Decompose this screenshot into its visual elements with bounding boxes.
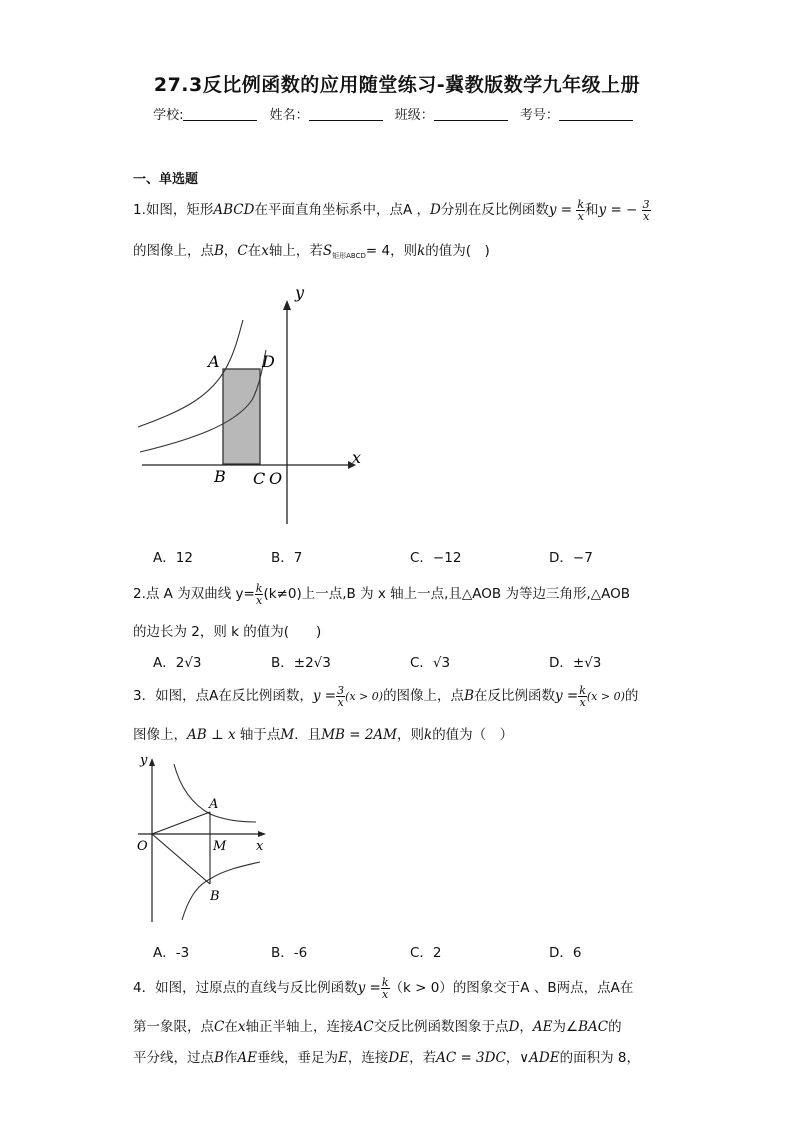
section-heading: 一、单选题 xyxy=(133,172,199,187)
fig3-y-axis-arrow xyxy=(149,758,155,766)
question-2-line-2: 的边长为 2，则 k 的值为( ) xyxy=(133,624,322,640)
exam-number-blank[interactable] xyxy=(559,108,633,121)
q3-option-b[interactable]: B．-6 xyxy=(271,945,308,961)
fig3-curve-lower xyxy=(182,862,260,920)
q2-option-b[interactable]: B．±2√3 xyxy=(271,655,331,671)
fig3-segment-ob xyxy=(152,834,210,884)
fig3-curve-upper xyxy=(174,764,256,822)
q1-option-d[interactable]: D．−7 xyxy=(549,550,593,566)
q1-option-c[interactable]: C．−12 xyxy=(410,550,462,566)
question-2-line-1: 2.点 A 为双曲线 y= $\frac{k}{x}$ (k≠0)上一点,B 为 x 轴上一点,且△AOB 为等边三角形,△AOB xyxy=(133,581,631,607)
fig1-label-o: O xyxy=(269,469,283,488)
q2-option-a[interactable]: A．2√3 xyxy=(153,655,202,671)
fig3-label-a: A xyxy=(209,797,219,812)
fig3-label-y: y xyxy=(140,753,148,768)
q1-option-a[interactable]: A．12 xyxy=(153,550,193,566)
fig1-label-y: y xyxy=(295,283,305,302)
q2-option-d[interactable]: D．±√3 xyxy=(549,655,602,671)
class-blank[interactable] xyxy=(434,108,508,121)
name-blank[interactable] xyxy=(309,108,383,121)
question-1-line-2: 的图像上，点B，C在x轴上，若$S_{矩形ABCD}= 4$，则k的值为( ) xyxy=(133,243,490,260)
class-label: 班级： xyxy=(394,108,434,123)
fig1-label-c: C xyxy=(253,469,266,488)
fig1-label-x: x xyxy=(352,448,362,467)
q3-option-d[interactable]: D．6 xyxy=(549,945,582,961)
question-4-line-2: 第一象限，点C在x轴正半轴上，连接AC交反比例函数图象于点D，AE为∠BAC的 xyxy=(133,1019,622,1035)
school-blank[interactable] xyxy=(183,108,257,121)
question-4-line-1: 4．如图，过原点的直线与反比例函数y = $\frac{k}{x}$ （k > 0）的图象交于A 、B两点，点A在 xyxy=(133,975,634,1001)
question-3-line-2: 图像上，AB ⊥ x 轴于点M．且MB = 2AM，则k的值为（ ） xyxy=(133,727,514,743)
q2-option-c[interactable]: C．√3 xyxy=(410,655,451,671)
fig3-segment-oa xyxy=(152,812,210,834)
fig3-label-m: M xyxy=(213,839,227,854)
fig1-label-a: A xyxy=(208,352,220,371)
fig3-label-b: B xyxy=(210,889,220,904)
question-3-line-1: 3．如图，点A在反比例函数，y = $\frac{3}{x}$ (x > 0)的图像上，点B在反比例函数y = $\frac{k}{x}$ (x > 0)的 xyxy=(133,683,639,709)
student-info-line xyxy=(0,104,794,123)
fig1-label-b: B xyxy=(214,467,226,486)
q3-option-a[interactable]: A．-3 xyxy=(153,945,190,961)
question-1-figure xyxy=(130,280,380,530)
fig1-label-d: D xyxy=(262,352,275,371)
question-4-line-3: 平分线，过点B作AE垂线，垂足为E，连接DE，若AC = 3DC，∨ADE的面积为 8， xyxy=(133,1050,640,1066)
school-label: 学校: xyxy=(153,108,184,123)
q3-option-c[interactable]: C．2 xyxy=(410,945,442,961)
rectangle-abcd xyxy=(223,369,260,464)
fig3-label-x: x xyxy=(256,839,264,854)
fig3-x-axis-arrow xyxy=(258,831,266,837)
question-1-line-1: 1.如图，矩形ABCD在平面直角坐标系中，点A ，D分别在反比例函数y = $\frac{k}{x}$ 和y = − $\frac{3}{x}$ xyxy=(133,197,650,223)
y-axis-arrow xyxy=(283,300,291,310)
exam-number-label: 考号： xyxy=(519,108,559,123)
page-title: 27.3反比例函数的应用随堂练习-冀教版数学九年级上册 xyxy=(153,74,641,96)
name-label: 姓名： xyxy=(269,108,309,123)
question-3-figure xyxy=(132,752,282,930)
q1-option-b[interactable]: B．7 xyxy=(271,550,303,566)
fig3-label-o: O xyxy=(137,839,148,854)
